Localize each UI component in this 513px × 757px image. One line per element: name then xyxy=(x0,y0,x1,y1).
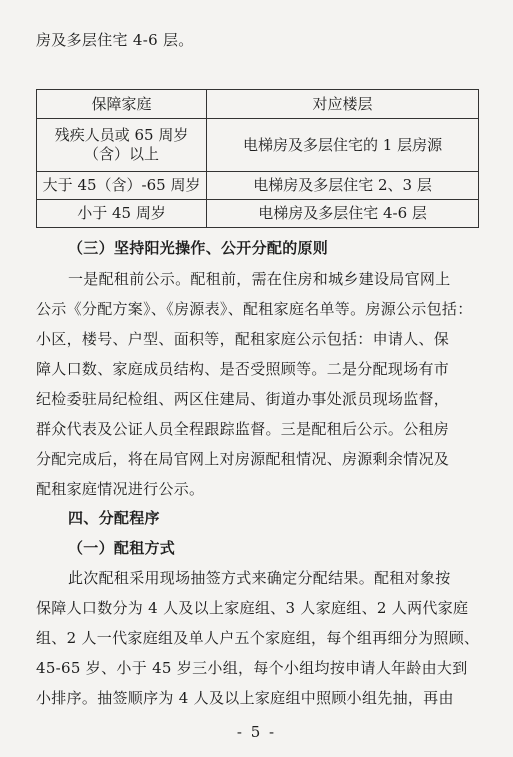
top-text-line: 房及多层住宅 4-6 层。 xyxy=(36,31,194,49)
table-cell-group: 大于 45（含）-65 周岁 xyxy=(37,172,207,200)
table-row xyxy=(37,200,479,228)
table-header-cell: 保障家庭 xyxy=(37,90,207,119)
table-cell-group: 小于 45 周岁 xyxy=(37,200,207,228)
table-cell-text: （含）以上 xyxy=(84,145,160,163)
paragraph-line: 一是配租前公示。配租前，需在住房和城乡建设局官网上 xyxy=(68,270,451,288)
paragraph-line: 障人口数、家庭成员结构、是否受照顾等。二是分配现场有市 xyxy=(36,360,450,378)
table-cell-text: 残疾人员或 65 周岁 xyxy=(54,126,189,144)
paragraph-line: 公示《分配方案》、《房源表》、配租家庭名单等。房源公示包括： xyxy=(36,300,473,318)
section-heading: 四、分配程序 xyxy=(68,509,160,527)
paragraph-line: 保障人口数分为 4 人及以上家庭组、3 人家庭组、2 人两代家庭 xyxy=(36,599,469,617)
subsection-heading: （一）配租方式 xyxy=(68,539,176,557)
paragraph-line: 此次配租采用现场抽签方式来确定分配结果。配租对象按 xyxy=(68,569,451,587)
table-cell-floors: 电梯房及多层住宅 4-6 层 xyxy=(207,200,479,228)
paragraph-line: 小排序。抽签顺序为 4 人及以上家庭组中照顾小组先抽，再由 xyxy=(36,689,454,707)
paragraph-line: 45-65 岁、小于 45 岁三小组，每个小组均按申请人年龄由大到 xyxy=(36,659,468,677)
paragraph-line: 小区，楼号、户型、面积等，配租家庭公示包括：申请人、保 xyxy=(36,330,450,348)
table-cell-floors: 电梯房及多层住宅 2、3 层 xyxy=(207,172,479,200)
page-number: - 5 - xyxy=(236,723,277,741)
section-heading: （三）坚持阳光操作、公开分配的原则 xyxy=(68,239,329,257)
table-cell-group xyxy=(37,119,207,172)
table-row xyxy=(37,172,479,200)
paragraph-line: 分配完成后，将在局官网上对房源配租情况、房源剩余情况及 xyxy=(36,450,450,468)
table-row xyxy=(37,119,479,172)
table-cell-floors: 电梯房及多层住宅的 1 层房源 xyxy=(207,119,479,172)
floor-allocation-table xyxy=(36,89,479,228)
table-header-row xyxy=(37,90,479,119)
paragraph-line: 纪检委驻局纪检组、两区住建局、街道办事处派员现场监督， xyxy=(36,390,450,408)
paragraph-line: 群众代表及公证人员全程跟踪监督。三是配租后公示。公租房 xyxy=(36,420,450,438)
paragraph-line: 配租家庭情况进行公示。 xyxy=(36,480,205,498)
paragraph-line: 组、2 人一代家庭组及单人户五个家庭组，每个组再细分为照顾、 xyxy=(36,629,480,647)
table-header-cell: 对应楼层 xyxy=(207,90,479,119)
